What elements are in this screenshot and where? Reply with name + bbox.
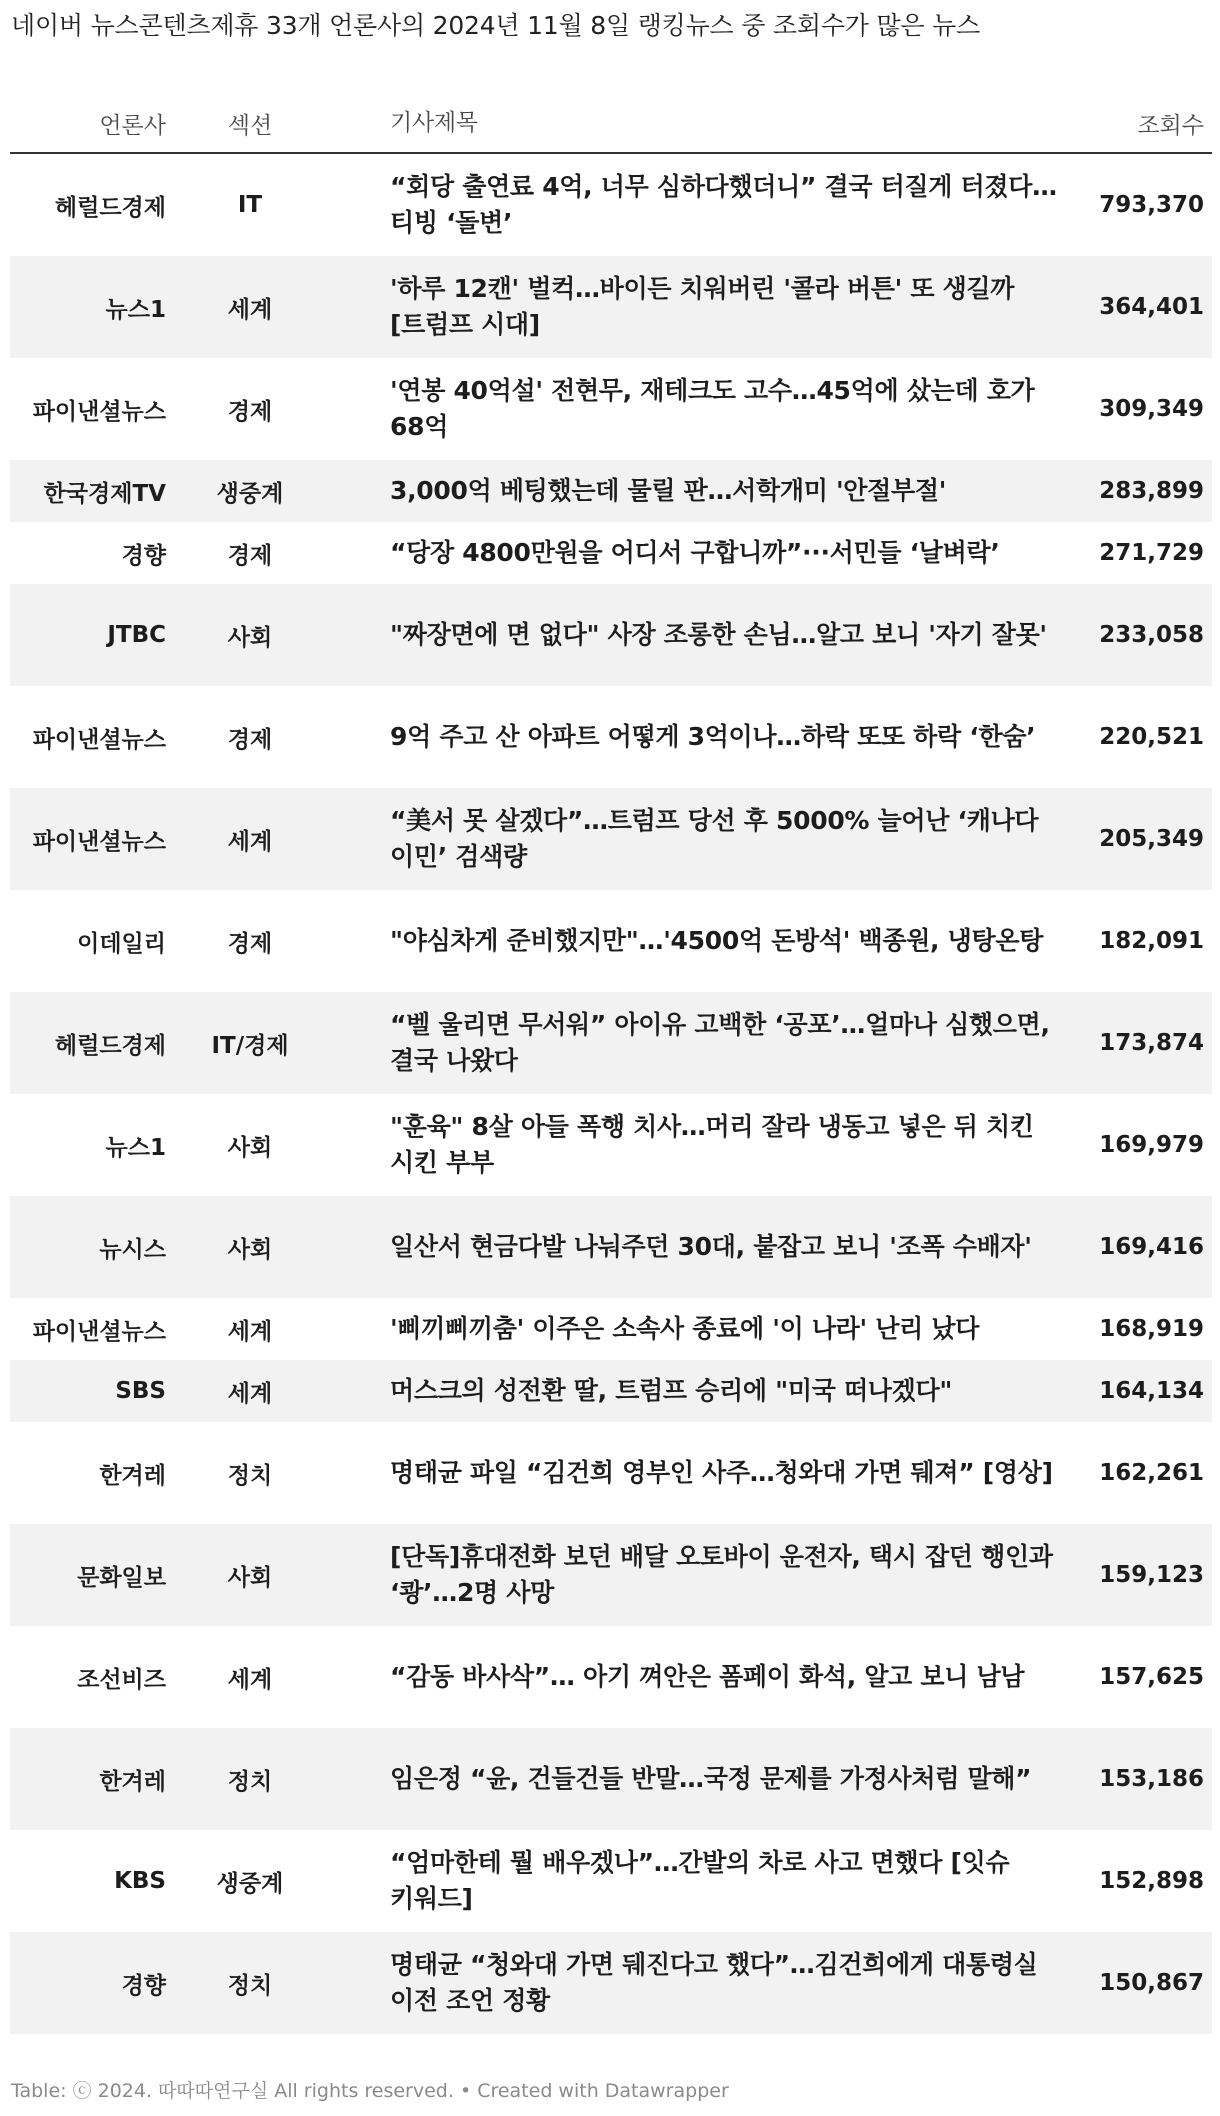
cell-headline: "야심차게 준비했지만"…'4500억 돈방석' 백종원, 냉탕온탕: [390, 926, 1044, 955]
table-row: [10, 686, 1212, 788]
cell-outlet: JTBC: [107, 622, 166, 648]
table-row: [10, 1830, 1212, 1932]
cell-outlet: 한국경제TV: [43, 480, 166, 507]
table-row: [10, 1298, 1212, 1360]
cell-outlet: 경향: [121, 542, 166, 569]
table-body: [10, 154, 1212, 2034]
table-title: 네이버 뉴스콘텐츠제휴 33개 언론사의 2024년 11월 8일 랭킹뉴스 중 조회수가 많은 뉴스: [11, 11, 981, 40]
table-row: [10, 1360, 1212, 1422]
cell-section: 세계: [227, 1380, 273, 1407]
cell-outlet: 뉴스1: [105, 296, 166, 323]
table-header: [10, 94, 1212, 154]
cell-headline: '삐끼삐끼춤' 이주은 소속사 종료에 '이 나라' 난리 났다: [390, 1314, 980, 1343]
cell-headline: 3,000억 베팅했는데 물릴 판…서학개미 '안절부절': [390, 476, 947, 505]
table-row: [10, 1728, 1212, 1830]
cell-outlet: 뉴시스: [99, 1236, 166, 1263]
cell-headline: “당장 4800만원을 어디서 구합니까”···서민들 ‘날벼락’: [390, 538, 1000, 567]
cell-headline: "짜장면에 면 없다" 사장 조롱한 손님…알고 보니 '자기 잘못': [390, 620, 1047, 649]
cell-section: 세계: [227, 1318, 273, 1345]
cell-outlet: 문화일보: [77, 1564, 166, 1591]
cell-views: 205,349: [1099, 826, 1204, 852]
table-row: [10, 584, 1212, 686]
table-row: [10, 1196, 1212, 1298]
cell-headline: "훈육" 8살 아들 폭행 치사…머리 잘라 냉동고 넣은 뒤 치킨 시킨 부부: [390, 1112, 1034, 1177]
cell-views: 364,401: [1099, 294, 1204, 320]
cell-headline: 9억 주고 산 아파트 어떻게 3억이나…하락 또또 하락 ‘한숨’: [390, 722, 1036, 751]
cell-outlet: SBS: [115, 1378, 166, 1404]
cell-headline: '하루 12캔' 벌컥…바이든 치워버린 '콜라 버튼' 또 생길까 [트럼프 시대]: [390, 274, 1015, 339]
cell-headline: 일산서 현금다발 나눠주던 30대, 붙잡고 보니 '조폭 수배자': [390, 1232, 1032, 1261]
cell-outlet: 이데일리: [77, 930, 166, 957]
cell-section: 경제: [227, 542, 273, 569]
cell-headline: 명태균 “청와대 가면 뒈진다고 했다”…김건희에게 대통령실 이전 조언 정황: [390, 1950, 1038, 2015]
cell-views: 162,261: [1099, 1460, 1204, 1486]
header-outlet[interactable]: 언론사: [99, 112, 166, 139]
header-headline[interactable]: 기사제목: [390, 110, 478, 136]
cell-section: 사회: [227, 1564, 273, 1591]
cell-outlet: 한겨레: [99, 1768, 166, 1795]
cell-views: 220,521: [1099, 724, 1204, 750]
cell-outlet: 뉴스1: [105, 1134, 166, 1161]
cell-section: 세계: [227, 828, 273, 855]
table-row: [10, 460, 1212, 522]
cell-outlet: 파이낸셜뉴스: [32, 726, 166, 753]
header-section[interactable]: 섹션: [227, 112, 273, 139]
ranking-table: [10, 94, 1212, 2034]
cell-views: 157,625: [1099, 1664, 1204, 1690]
footer-credit: Table: ⓒ 2024. 따따따연구실 All rights reserved. • Created with Datawrapper: [11, 2080, 729, 2102]
table-row: [10, 890, 1212, 992]
cell-section: 세계: [227, 296, 273, 323]
cell-section: 경제: [227, 726, 273, 753]
cell-section: 경제: [227, 398, 273, 425]
table-row: [10, 1524, 1212, 1626]
table-row: [10, 1932, 1212, 2034]
cell-section: 정치: [227, 1462, 273, 1489]
cell-section: 생중계: [216, 480, 284, 507]
table-row: [10, 522, 1212, 584]
cell-headline: “美서 못 살겠다”…트럼프 당선 후 5000% 늘어난 ‘캐나다 이민’ 검색량: [390, 806, 1039, 871]
cell-views: 182,091: [1099, 928, 1204, 954]
cell-headline: 머스크의 성전환 딸, 트럼프 승리에 "미국 떠나겠다": [390, 1376, 953, 1405]
cell-outlet: 한겨레: [99, 1462, 166, 1489]
cell-section: 정치: [227, 1768, 273, 1795]
cell-views: 271,729: [1099, 540, 1204, 566]
cell-views: 164,134: [1099, 1378, 1204, 1404]
cell-headline: “회당 출연료 4억, 너무 심하다했더니” 결국 터질게 터졌다…티빙 ‘돌변’: [390, 172, 1057, 237]
cell-views: 153,186: [1099, 1766, 1204, 1792]
table-row: [10, 788, 1212, 890]
cell-outlet: 파이낸셜뉴스: [32, 1318, 166, 1345]
cell-views: 309,349: [1099, 396, 1204, 422]
cell-headline: '연봉 40억설' 전현무, 재테크도 고수…45억에 샀는데 호가 68억: [390, 376, 1035, 441]
cell-views: 150,867: [1099, 1970, 1204, 1996]
cell-headline: “감동 바사삭”… 아기 껴안은 폼페이 화석, 알고 보니 남남: [390, 1662, 1025, 1691]
cell-outlet: KBS: [114, 1868, 166, 1894]
cell-section: IT/경제: [211, 1032, 289, 1059]
cell-views: 168,919: [1099, 1316, 1204, 1342]
table-row: [10, 992, 1212, 1094]
cell-outlet: 파이낸셜뉴스: [32, 398, 166, 425]
cell-outlet: 헤럴드경제: [54, 194, 166, 221]
cell-section: 생중계: [216, 1870, 284, 1897]
cell-outlet: 경향: [121, 1972, 166, 1999]
cell-section: 사회: [227, 624, 273, 651]
table-row: [10, 1626, 1212, 1728]
cell-views: 169,979: [1099, 1132, 1204, 1158]
table-row: [10, 358, 1212, 460]
cell-headline: 임은정 “윤, 건들건들 반말…국정 문제를 가정사처럼 말해”: [390, 1764, 1032, 1793]
table-row: [10, 256, 1212, 358]
cell-section: 경제: [227, 930, 273, 957]
cell-section: 정치: [227, 1972, 273, 1999]
table-row: [10, 1422, 1212, 1524]
cell-headline: “엄마한테 뭘 배우겠나”…간발의 차로 사고 면했다 [잇슈 키워드]: [390, 1848, 1010, 1913]
cell-views: 283,899: [1099, 478, 1204, 504]
cell-views: 233,058: [1099, 622, 1204, 648]
cell-outlet: 조선비즈: [77, 1666, 166, 1693]
cell-section: 세계: [227, 1666, 273, 1693]
cell-section: 사회: [227, 1236, 273, 1263]
cell-views: 169,416: [1099, 1234, 1204, 1260]
cell-headline: [단독]휴대전화 보던 배달 오토바이 운전자, 택시 잡던 행인과 ‘쾅’…2명 사망: [390, 1542, 1053, 1607]
cell-headline: 명태균 파일 “김건희 영부인 사주…청와대 가면 뒈져” [영상]: [390, 1458, 1053, 1487]
header-views[interactable]: 조회수: [1137, 112, 1204, 139]
cell-headline: “벨 울리면 무서워” 아이유 고백한 ‘공포’…얼마나 심했으면, 결국 나왔다: [390, 1010, 1050, 1075]
cell-section: 사회: [227, 1134, 273, 1161]
table-row: [10, 1094, 1212, 1196]
table-row: [10, 154, 1212, 256]
cell-outlet: 헤럴드경제: [54, 1032, 166, 1059]
cell-views: 793,370: [1099, 192, 1204, 218]
cell-views: 173,874: [1099, 1030, 1204, 1056]
cell-views: 159,123: [1099, 1562, 1204, 1588]
cell-section: IT: [237, 192, 263, 218]
cell-outlet: 파이낸셜뉴스: [32, 828, 166, 855]
cell-views: 152,898: [1099, 1868, 1204, 1894]
